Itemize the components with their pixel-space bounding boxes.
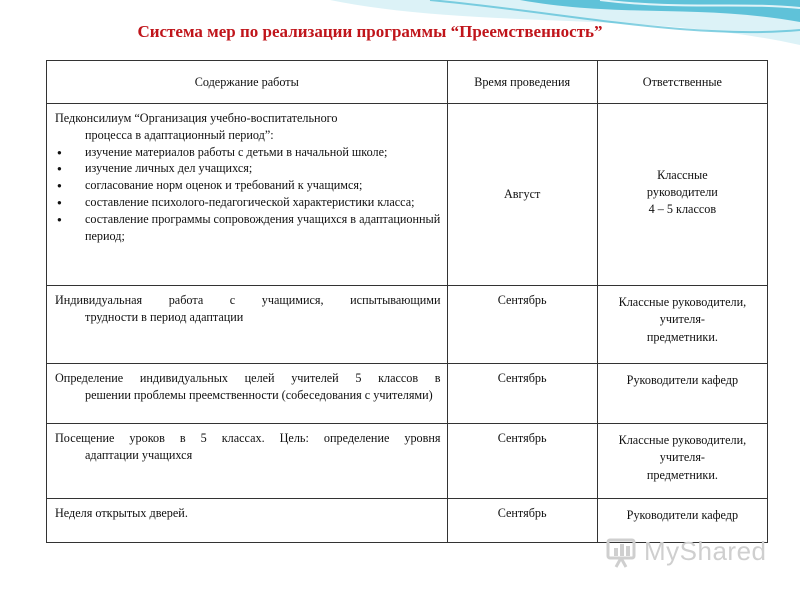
row-time: Август	[447, 104, 597, 286]
row-text: Определение индивидуальных целей учителей 5 классов в	[55, 371, 441, 385]
responsible-line: предметники.	[646, 329, 718, 344]
watermark-text: MyShared	[644, 535, 767, 566]
row-responsible	[597, 424, 767, 499]
header-content: Содержание работы	[47, 61, 448, 104]
row-content	[47, 424, 448, 499]
row-time	[447, 424, 597, 499]
table-header-row	[47, 61, 768, 104]
table-row	[47, 424, 768, 499]
table-row	[47, 286, 768, 364]
measures-table	[46, 60, 768, 543]
header-time: Время проведения	[447, 61, 597, 104]
time-value: Сентябрь	[497, 431, 547, 445]
time-value: Сентябрь	[497, 506, 547, 520]
list-item: ● согласование норм оценок и требований к учащимся;	[55, 177, 441, 194]
time-value: Сентябрь	[497, 293, 547, 307]
responsible-line: руководители	[646, 184, 718, 199]
responsible-line: учителя-	[659, 450, 705, 465]
responsible-line: Классные	[657, 167, 708, 182]
watermark	[606, 534, 767, 568]
row-responsible	[597, 286, 767, 364]
row-text: Индивидуальная работа с учащимися, испытывающими	[55, 293, 441, 307]
responsible-line: учителя-	[659, 312, 705, 327]
list-item: ● составление психолого-педагогической характеристики класса;	[55, 194, 441, 211]
row-content	[47, 499, 448, 543]
list-item: ● составление программы сопровождения учащихся в адаптационный период;	[55, 211, 441, 245]
row-text-cont: трудности в период адаптации	[85, 309, 244, 324]
chart-logo-icon	[606, 534, 640, 568]
row-time	[447, 499, 597, 543]
row-responsible	[597, 104, 767, 286]
page-title: Система мер по реализации программы “Преемственность”	[137, 22, 603, 41]
row-text-cont: адаптации учащихся	[85, 447, 193, 462]
row-intro-cont: процесса в адаптационный период”:	[85, 127, 274, 142]
responsible-line: Руководители кафедр	[626, 508, 739, 522]
responsible-line: предметники.	[646, 467, 718, 482]
row-content	[47, 364, 448, 424]
row-time	[447, 364, 597, 424]
row-time	[447, 286, 597, 364]
list-item: ● изучение личных дел учащихся;	[55, 160, 441, 177]
row-text-cont: решении проблемы преемственности (собеседования с учителями)	[85, 387, 433, 402]
table-row	[47, 364, 768, 424]
responsible-line: Руководители кафедр	[626, 373, 739, 387]
header-responsible: Ответственные	[597, 61, 767, 104]
row-intro: Педконсилиум “Организация учебно-воспитательного	[55, 111, 338, 125]
responsible-line: 4 – 5 классов	[648, 202, 717, 217]
list-item: ● изучение материалов работы с детьми в начальной школе;	[55, 144, 441, 161]
row-text: Неделя открытых дверей.	[55, 506, 188, 520]
row-text: Посещение уроков в 5 классах. Цель: определение уровня	[55, 431, 441, 445]
responsible-line: Классные руководители,	[618, 295, 747, 309]
table-row	[47, 104, 768, 286]
row-content	[47, 286, 448, 364]
row-responsible	[597, 364, 767, 424]
responsible-line: Классные руководители,	[618, 433, 747, 447]
row-content	[47, 104, 448, 286]
time-value: Сентябрь	[497, 371, 547, 385]
bullet-list	[55, 144, 441, 245]
